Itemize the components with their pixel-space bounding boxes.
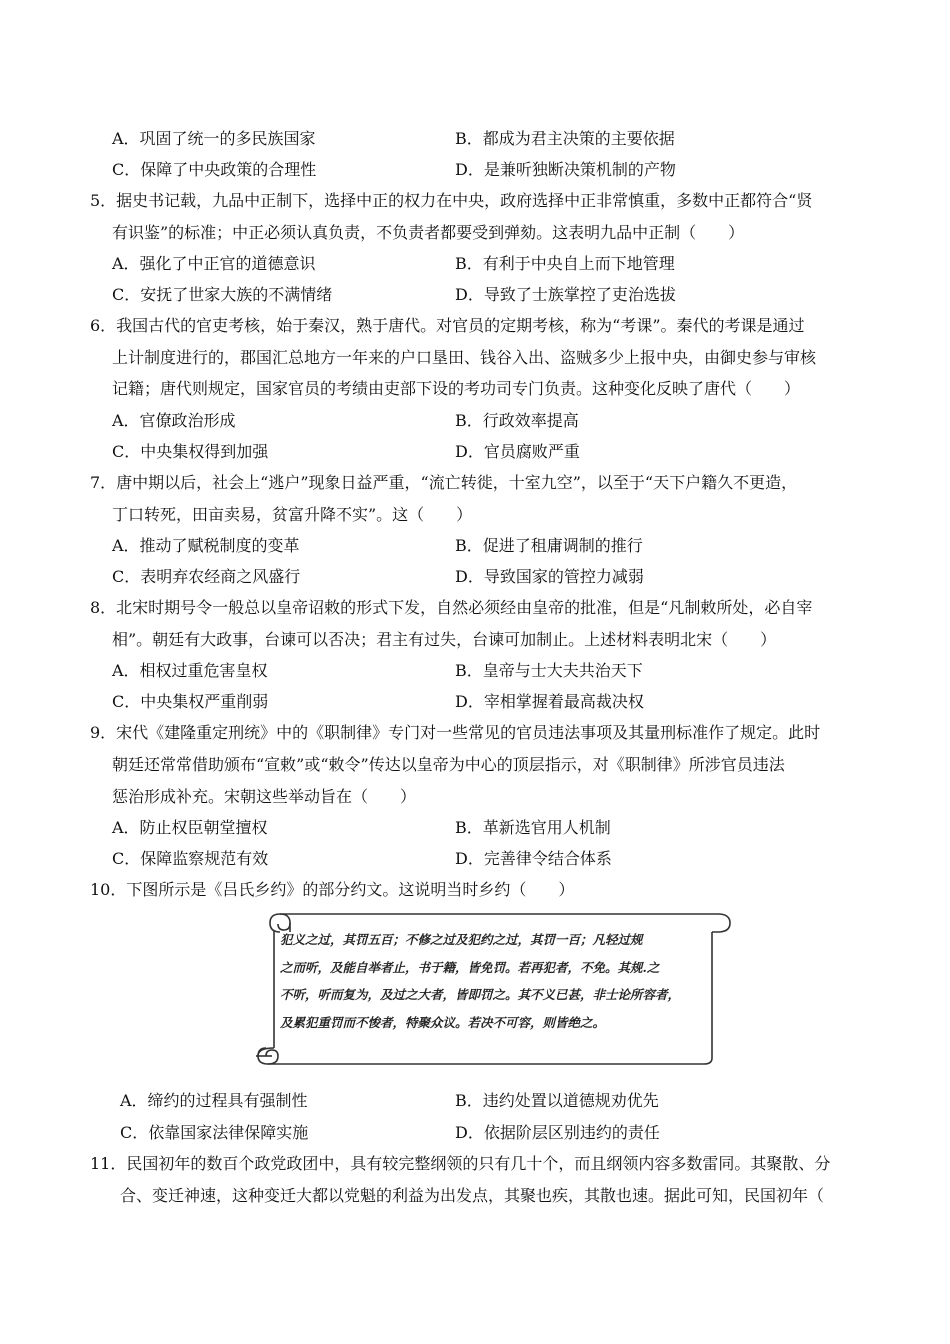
- q6-option-a[interactable]: A．官僚政治形成: [112, 411, 236, 430]
- q4-option-c[interactable]: C．保障了中央政策的合理性: [112, 160, 317, 179]
- q7-option-b[interactable]: B．促进了租庸调制的推行: [455, 536, 643, 555]
- q5-option-a[interactable]: A．强化了中正官的道德意识: [112, 254, 316, 273]
- q9-option-c[interactable]: C．保障监察规范有效: [112, 849, 269, 868]
- q7-option-c[interactable]: C．表明弃农经商之风盛行: [112, 567, 301, 586]
- q4-option-d[interactable]: D．是兼听独断决策机制的产物: [455, 160, 676, 179]
- q4-option-a[interactable]: A．巩固了统一的多民族国家: [112, 129, 316, 148]
- q8-stem-line-1: 8．北宋时期号令一般总以皇帝诏敕的形式下发，自然必须经由皇帝的批准，但是“凡制敕所处，必自宰: [90, 598, 813, 617]
- q10-option-a[interactable]: A．缔约的过程具有强制性: [120, 1091, 308, 1110]
- q8-option-b[interactable]: B．皇帝与士大夫共治天下: [455, 661, 643, 680]
- q10-option-d[interactable]: D．依据阶层区别违约的责任: [455, 1123, 660, 1142]
- q9-stem-line-3: 惩治形成补充。宋朝这些举动旨在（ ）: [112, 787, 417, 806]
- scroll-text: [280, 926, 710, 1036]
- q6-stem-line-3: 记籍；唐代则规定，国家官员的考绩由吏部下设的考功司专门负责。这种变化反映了唐代（ ）: [112, 379, 801, 398]
- scroll-line-3: 不听，听而复为，及过之大者，皆即罚之。其不义已甚，非士论所容者，: [280, 987, 681, 1002]
- q8-stem-line-2: 相”。朝廷有大政事，台谏可以否决；君主有过失，台谏可加制止。上述材料表明北宋（ ）: [112, 630, 777, 649]
- q7-option-d[interactable]: D．导致国家的管控力减弱: [455, 567, 644, 586]
- q6-option-b[interactable]: B．行政效率提高: [455, 411, 579, 430]
- q5-option-b[interactable]: B．有利于中央自上而下地管理: [455, 254, 675, 273]
- scroll-line-1: 犯义之过，其罚五百；不修之过及犯约之过，其罚一百；凡轻过规: [280, 932, 643, 947]
- q6-stem-line-1: 6．我国古代的官吏考核，始于秦汉，熟于唐代。对官员的定期考核，称为“考课”。秦代的考课是通过: [90, 316, 805, 335]
- q10-option-b[interactable]: B．违约处置以道德规劝优先: [455, 1091, 659, 1110]
- q5-option-c[interactable]: C．安抚了世家大族的不满情绪: [112, 285, 333, 304]
- q6-option-c[interactable]: C．中央集权得到加强: [112, 442, 269, 461]
- scroll-line-2: 之而听，及能自举者止，书于籍，皆免罚。若再犯者，不免。其规.之: [280, 959, 660, 975]
- q9-option-d[interactable]: D．完善律令结合体系: [455, 849, 612, 868]
- q5-stem-line-2: 有识鉴”的标准；中正必须认真负责，不负责者都要受到弹劾。这表明九品中正制（ ）: [112, 223, 745, 242]
- q7-option-a[interactable]: A．推动了赋税制度的变革: [112, 536, 300, 555]
- q8-option-c[interactable]: C．中央集权严重削弱: [112, 692, 269, 711]
- scroll-figure: [244, 910, 732, 1068]
- q11-stem-line-2: 合、变迁神速，这种变迁大都以党魁的利益为出发点，其聚也疾，其散也速。据此可知，民国初年（: [120, 1186, 825, 1205]
- q10-option-c[interactable]: C．依靠国家法律保障实施: [120, 1123, 309, 1142]
- q5-option-d[interactable]: D．导致了士族掌控了吏治选拔: [455, 285, 676, 304]
- q9-stem-line-1: 9．宋代《建隆重定刑统》中的《职制律》专门对一些常见的官员违法事项及其量刑标准作了规定。此时: [90, 723, 821, 742]
- q7-stem-line-2: 丁口转死，田亩卖易，贫富升降不实”。这（ ）: [112, 505, 473, 524]
- q11-stem-line-1: 11．民国初年的数百个政党政团中，具有较完整纲领的只有几十个，而且纲领内容多数雷同。其聚散、分: [90, 1154, 831, 1173]
- q7-stem-line-1: 7．唐中期以后，社会上“逃户”现象日益严重，“流亡转徙，十室九空”，以至于“天下户籍久不更造，: [90, 473, 798, 492]
- q10-stem-line-1: 10．下图所示是《吕氏乡约》的部分约文。这说明当时乡约（ ）: [90, 880, 575, 899]
- q8-option-a[interactable]: A．相权过重危害皇权: [112, 661, 268, 680]
- q6-option-d[interactable]: D．官员腐败严重: [455, 442, 580, 461]
- q5-stem-line-1: 5．据史书记载，九品中正制下，选择中正的权力在中央，政府选择中正非常慎重，多数中正都符合“贤: [90, 191, 813, 210]
- q9-option-b[interactable]: B．革新选官用人机制: [455, 818, 611, 837]
- q9-stem-line-2: 朝廷还常常借助颁布“宣敕”或“敕令”传达以皇帝为中心的顶层指示，对《职制律》所涉官员违法: [112, 755, 785, 774]
- q6-stem-line-2: 上计制度进行的，郡国汇总地方一年来的户口垦田、钱谷入出、盗贼多少上报中央，由御史参与审核: [112, 348, 817, 367]
- scroll-line-4: 及累犯重罚而不悛者，特聚众议。若决不可容，则皆绝之。: [280, 1014, 606, 1030]
- q8-option-d[interactable]: D．宰相掌握着最高裁决权: [455, 692, 644, 711]
- q9-option-a[interactable]: A．防止权臣朝堂擅权: [112, 818, 268, 837]
- q4-option-b[interactable]: B．都成为君主决策的主要依据: [455, 129, 675, 148]
